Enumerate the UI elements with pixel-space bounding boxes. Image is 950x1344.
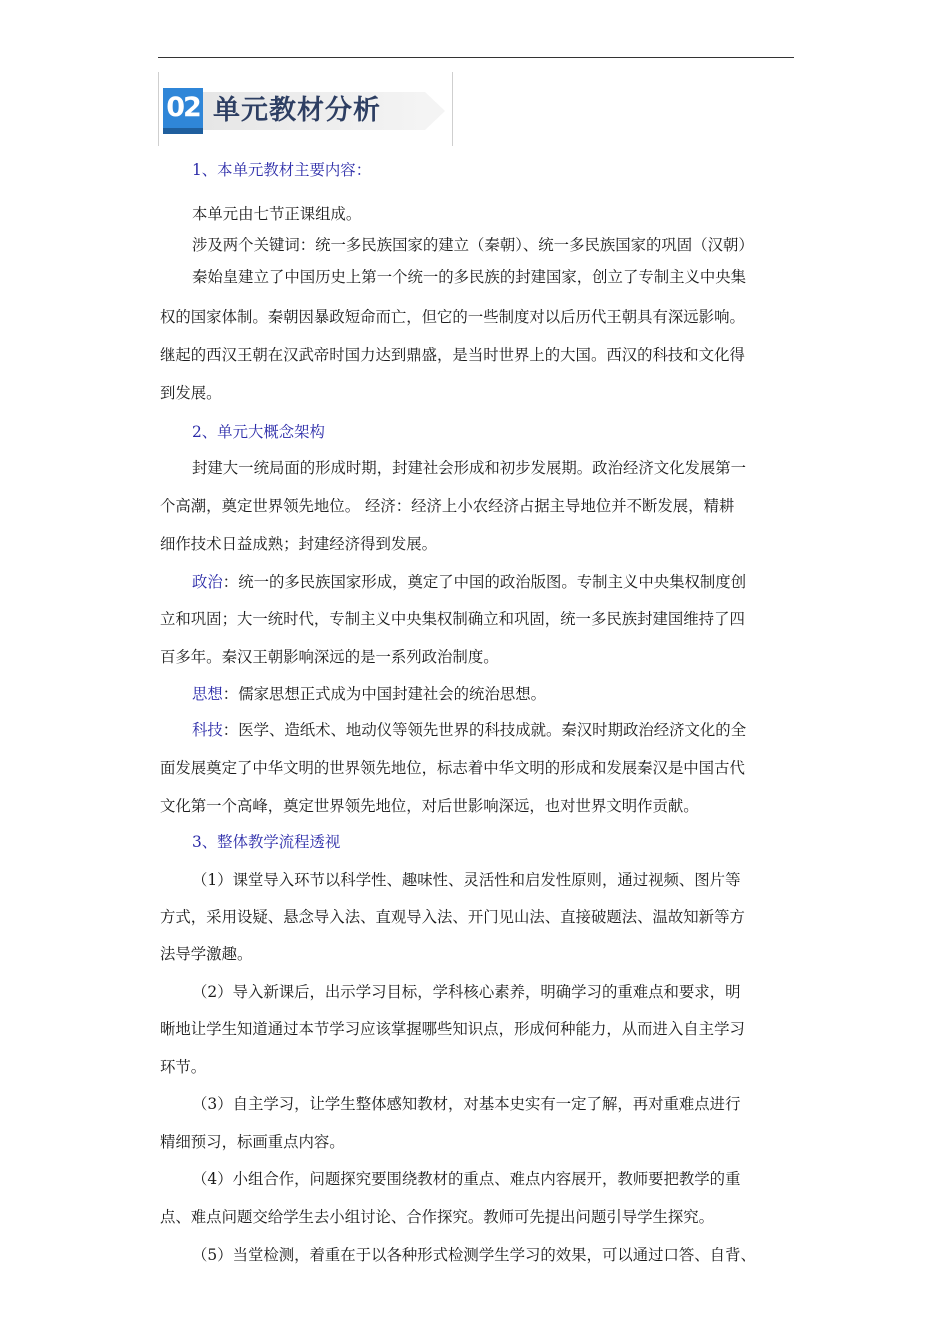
tech-line: 面发展奠定了中华文明的世界领先地位，标志着中华文明的形成和发展秦汉是中国古代 <box>160 759 745 777</box>
politics-label: 政治 <box>192 573 223 591</box>
section-number: 02 <box>163 88 203 134</box>
section-banner <box>163 88 445 134</box>
tech-line: 科技：医学、造纸术、地动仪等领先世界的科技成就。秦汉时期政治经济文化的全 <box>192 721 747 739</box>
step-line: （2）导入新课后，出示学习目标，学科核心素养，明确学习的重难点和要求，明 <box>192 983 741 1001</box>
politics-line: 立和巩固；大一统时代，专制主义中央集权制确立和巩固，统一多民族封建国维持了四 <box>160 610 745 628</box>
step-line: （1）课堂导入环节以科学性、趣味性、灵活性和启发性原则，通过视频、图片等 <box>192 871 741 889</box>
paragraph-course-count: 本单元由七节正课组成。 <box>192 205 362 223</box>
step-line: 精细预习，标画重点内容。 <box>160 1133 345 1151</box>
paragraph-qin-line: 权的国家体制。秦朝因暴政短命而亡，但它的一些制度对以后历代王朝具有深远影响。 <box>160 308 745 326</box>
thought-label: 思想 <box>192 685 223 703</box>
politics-line: 政治：统一的多民族国家形成，奠定了中国的政治版图。专制主义中央集权制度创 <box>192 573 747 591</box>
step-line: （5）当堂检测，着重在于以各种形式检测学生学习的效果，可以通过口答、自背、 <box>192 1246 756 1264</box>
step-line: 方式，采用设疑、悬念导入法、直观导入法、开门见山法、直接破题法、温故知新等方 <box>160 908 745 926</box>
heading-3: 3、整体教学流程透视 <box>192 833 341 851</box>
paragraph-qin-line: 继起的西汉王朝在汉武帝时国力达到鼎盛，是当时世界上的大国。西汉的科技和文化得 <box>160 346 745 364</box>
paragraph-concept-line: 封建大一统局面的形成时期，封建社会形成和初步发展期。政治经济文化发展第一 <box>192 459 747 477</box>
step-line: 环节。 <box>160 1058 207 1076</box>
tech-label: 科技 <box>192 721 223 739</box>
thought-line: 思想：儒家思想正式成为中国封建社会的统治思想。 <box>192 685 547 703</box>
step-line: （4）小组合作，问题探究要围绕教材的重点、难点内容展开，教师要把教学的重 <box>192 1170 741 1188</box>
step-line: 法导学激趣。 <box>160 945 253 963</box>
politics-line: 百多年。秦汉王朝影响深远的是一系列政治制度。 <box>160 648 499 666</box>
section-title: 单元教材分析 <box>213 95 381 126</box>
tech-line: 文化第一个高峰，奠定世界领先地位，对后世影响深远，也对世界文明作贡献。 <box>160 797 699 815</box>
heading-1: 1、本单元教材主要内容： <box>192 161 372 179</box>
step-line: 点、难点问题交给学生去小组讨论、合作探究。教师可先提出问题引导学生探究。 <box>160 1208 715 1226</box>
top-rule <box>158 57 794 58</box>
paragraph-qin-line: 到发展。 <box>160 384 222 402</box>
step-line: （3）自主学习，让学生整体感知教材，对基本史实有一定了解，再对重难点进行 <box>192 1095 741 1113</box>
paragraph-qin-line: 秦始皇建立了中国历史上第一个统一的多民族的封建国家，创立了专制主义中央集 <box>192 268 747 286</box>
step-line: 晰地让学生知道通过本节学习应该掌握哪些知识点，形成何种能力，从而进入自主学习 <box>160 1020 745 1038</box>
paragraph-keywords: 涉及两个关键词：统一多民族国家的建立（秦朝）、统一多民族国家的巩固（汉朝） <box>192 236 754 254</box>
heading-2: 2、单元大概念架构 <box>192 423 325 441</box>
paragraph-concept-line: 细作技术日益成熟；封建经济得到发展。 <box>160 535 438 553</box>
paragraph-concept-line: 个高潮，奠定世界领先地位。 经济：经济上小农经济占据主导地位并不断发展，精耕 <box>160 497 735 515</box>
